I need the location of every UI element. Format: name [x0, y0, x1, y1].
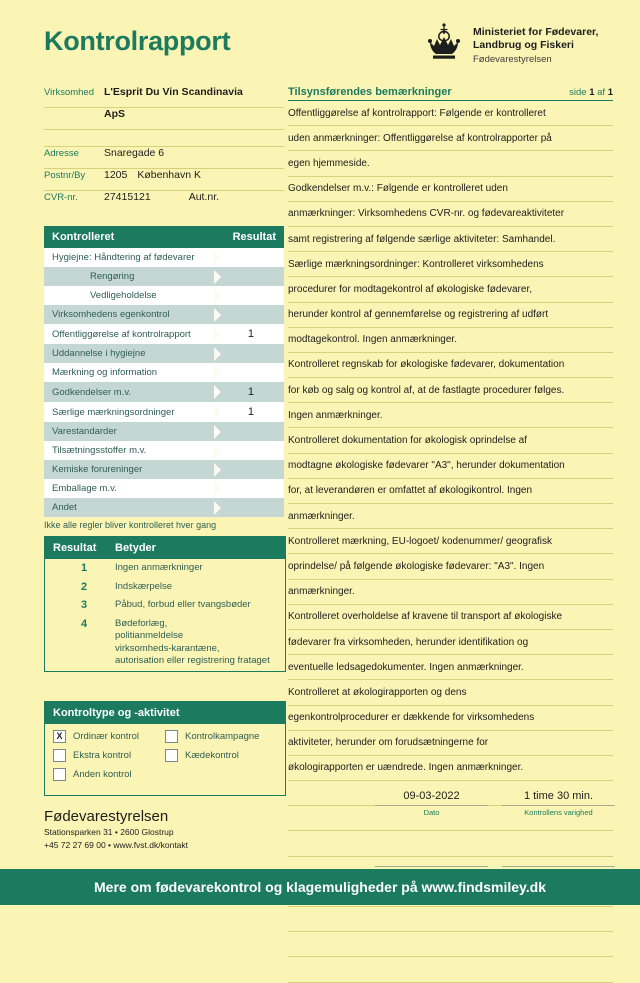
signature-area [375, 790, 615, 878]
row-label: Hygiejne: Håndtering af fødevarer [44, 248, 218, 267]
row-result [218, 286, 284, 305]
row-result: 1 [218, 402, 284, 422]
page-prefix: side [569, 87, 590, 98]
col-kontrolleret: Kontrolleret [44, 226, 218, 248]
remarks-title: Tilsynsførendes bemærkninger [288, 86, 452, 98]
duration-spacer [502, 817, 615, 851]
arrow-notch-icon [214, 289, 221, 303]
legend-header [45, 537, 285, 559]
duration-column [502, 790, 615, 878]
page-indicator [569, 87, 613, 98]
table-row [44, 248, 284, 267]
ministry-line-2: Landbrug og Fiskeri [473, 39, 574, 51]
row-result [218, 344, 284, 363]
table-row [44, 479, 284, 498]
remark-line: samt registrering af følgende særlige aktiviteter: Samhandel. [288, 227, 613, 252]
remarks-header [288, 86, 613, 101]
legend-code: 2 [80, 580, 88, 593]
date-value: 09-03-2022 [375, 790, 488, 806]
table-row [44, 286, 284, 305]
checkbox-ekstra-kontrol[interactable] [53, 749, 165, 762]
remark-line: modtagekontrol. Ingen anmærkninger. [288, 328, 613, 353]
adresse-label: Adresse [44, 148, 79, 159]
row-label: Kemiske forureninger [44, 460, 218, 479]
row-label: Mærkning og information [44, 363, 218, 382]
control-type-row-2 [53, 749, 277, 762]
arrow-notch-icon [214, 347, 221, 361]
cvr-label: CVR-nr. [44, 192, 78, 203]
signature-value[interactable] [502, 851, 615, 867]
legend-row [45, 559, 285, 578]
row-label: Andet [44, 498, 218, 517]
table-row [44, 498, 284, 517]
remark-line: eventuelle ledsagedokumenter. Ingen anmærkninger. [288, 655, 613, 680]
by-value: København K [137, 169, 201, 181]
arrow-notch-icon [214, 463, 221, 477]
legend-row [45, 596, 285, 615]
table-row [44, 441, 284, 460]
remark-line [288, 907, 613, 932]
left-column [44, 86, 284, 672]
field-virksomhed [44, 86, 284, 108]
row-label: Vedligeholdelse [44, 286, 218, 305]
arrow-notch-icon [214, 501, 221, 515]
table-row [44, 267, 284, 286]
table-row [44, 460, 284, 479]
table-row [44, 382, 284, 402]
field-cvr [44, 191, 284, 212]
legend-code: 3 [80, 599, 88, 611]
legend-body [45, 559, 285, 671]
legend-meaning: Påbud, forbud eller tvangsbøder [115, 599, 251, 610]
arrow-notch-icon [214, 308, 221, 322]
remark-line: egenkontrolprocedurer er dækkende for virksomhedens [288, 706, 613, 731]
control-type-body [45, 724, 285, 795]
virksomhed-value-2: ApS [104, 108, 125, 120]
remark-line: anmærkninger: Virksomhedens CVR-nr. og fødevareaktiviteter [288, 202, 613, 227]
remark-line: Kontrolleret at økologirapporten og dens [288, 680, 613, 705]
postnr-value: 1205 [104, 169, 128, 181]
row-result [218, 422, 284, 441]
agency-address-2: +45 72 27 69 00 • www.fvst.dk/kontakt [44, 840, 189, 850]
control-type-box [44, 701, 286, 796]
table-row [44, 344, 284, 363]
remark-line: for køb og salg og kontrol af, at de fastlagte procedurer følges. [288, 378, 613, 403]
checkbox-anden-kontrol[interactable] [53, 768, 173, 781]
ministry-line-1: Ministeriet for Fødevarer, [473, 26, 599, 38]
legend-code: 1 [80, 562, 88, 574]
row-result [218, 267, 284, 286]
ministry-logo-block [424, 22, 598, 66]
legend-col-meaning: Betyder [115, 542, 156, 554]
checkbox-box-kampagne[interactable] [165, 730, 178, 743]
row-label: Uddannelse i hygiejne [44, 344, 218, 363]
arrow-notch-icon [214, 482, 221, 496]
result-table-body [44, 248, 284, 517]
field-adresse [44, 147, 284, 169]
arrow-notch-icon [214, 444, 221, 458]
row-result [218, 363, 284, 382]
checkbox-box-anden[interactable] [53, 768, 66, 781]
checkbox-box-kaede[interactable] [165, 749, 178, 762]
legend-row [45, 578, 285, 597]
remark-line: Godkendelser m.v.: Følgende er kontrolleret uden [288, 177, 613, 202]
page-title: Kontrolrapport [44, 26, 231, 56]
remark-line: egen hjemmeside. [288, 151, 613, 176]
remark-line [288, 932, 613, 957]
col-resultat: Resultat [218, 226, 284, 248]
remark-line: Offentliggørelse af kontrolrapport: Følgende er kontrolleret [288, 101, 613, 126]
field-virksomhed-cont [44, 108, 284, 130]
row-label: Offentliggørelse af kontrolrapport [44, 324, 218, 344]
arrow-notch-icon [214, 366, 221, 380]
row-result: 1 [218, 324, 284, 344]
arrow-notch-icon [214, 385, 221, 399]
remark-line: fødevarer fra virksomheden, herunder identifikation og [288, 630, 613, 655]
row-label: Godkendelser m.v. [44, 382, 218, 402]
table-row [44, 402, 284, 422]
checkbox-ordinaer-kontrol[interactable] [53, 730, 165, 743]
legend-meaning: Indskærpelse [115, 580, 173, 592]
row-label: Rengøring [44, 267, 218, 286]
arrow-notch-icon [214, 270, 221, 284]
remark-line: Ingen anmærkninger. [288, 403, 613, 428]
remark-line: aktiviteter, herunder om forudsætningerne for [288, 731, 613, 756]
legend-code: 4 [80, 617, 88, 630]
row-result [218, 498, 284, 517]
duration-value: 1 time 30 min. [502, 790, 615, 806]
table-footnote: Ikke alle regler bliver kontrolleret hver gang [44, 520, 217, 530]
duration-label: Kontrollens varighed [524, 808, 593, 817]
page-mid: af [594, 87, 608, 98]
aut-label: Aut.nr. [188, 191, 220, 203]
date-spacer [375, 817, 488, 851]
virksomhed-value: L'Esprit Du Vin Scandinavia [104, 86, 243, 98]
field-postnr-by [44, 169, 284, 191]
table-header-row [44, 226, 284, 248]
remark-line: modtagne økologiske fødevarer "A3", herunder dokumentation [288, 454, 613, 479]
row-label: Særlige mærkningsordninger [44, 402, 218, 422]
page-total: 1 [607, 87, 613, 98]
control-type-title: Kontroltype og -aktivitet [45, 702, 285, 724]
remark-line: oprindelse/ på følgende økologiske fødevarer: "A3". Ingen [288, 554, 613, 579]
remark-line [288, 957, 613, 982]
remark-line: Kontrolleret regnskab for økologiske fødevarer, dokumentation [288, 353, 613, 378]
legend-row [45, 615, 285, 671]
arrow-notch-icon [214, 425, 221, 439]
checkbox-label-anden: Anden kontrol [73, 769, 132, 780]
royal-crown-icon [424, 22, 464, 64]
agency-name: Fødevarestyrelsen [44, 808, 169, 825]
table-row [44, 422, 284, 441]
checkbox-kaedekontrol[interactable] [165, 749, 277, 762]
arrow-notch-icon [214, 327, 221, 341]
checkbox-label-kampagne: Kontrolkampagne [185, 731, 260, 742]
checkbox-kontrolkampagne[interactable] [165, 730, 277, 743]
remark-line: anmærkninger. [288, 504, 613, 529]
legend-meaning: Bødeforlæg, politianmeldelse virksomheds-karantæne, autorisation eller registrering frataget [115, 617, 270, 666]
row-label: Varestandarder [44, 422, 218, 441]
legend-col-result: Resultat [53, 542, 97, 554]
agency-address-1: Stationsparken 31 • 2600 Glostrup [44, 827, 174, 837]
virksomhed-label: Virksomhed [44, 87, 94, 98]
arrow-notch-icon [214, 405, 221, 419]
row-result: 1 [218, 382, 284, 402]
remark-line: herunder kontrol af gennemførelse og registrering af udført [288, 303, 613, 328]
date-label: Dato [423, 808, 440, 817]
legend-meaning: Ingen anmærkninger [115, 562, 203, 573]
row-label: Emballage m.v. [44, 479, 218, 498]
remark-line: for, at leverandøren er omfattet af økologikontrol. Ingen [288, 479, 613, 504]
remark-line: Kontrolleret mærkning, EU-logoet/ kodenummer/ geografisk [288, 529, 613, 554]
cvr-value: 27415121 [104, 191, 151, 203]
delivered-value[interactable] [375, 851, 488, 867]
agency-footer [44, 808, 188, 851]
arrow-notch-icon [214, 251, 221, 265]
row-label: Tilsætningsstoffer m.v. [44, 441, 218, 460]
remark-line: økologirapporten er uændrede. Ingen anmærkninger. [288, 756, 613, 781]
field-spacer [44, 130, 284, 147]
checkbox-label-ekstra: Ekstra kontrol [73, 750, 132, 761]
table-row [44, 363, 284, 382]
bottom-banner[interactable]: Mere om fødevarekontrol og klagemuligheder på www.findsmiley.dk [0, 869, 640, 905]
page-current: 1 [589, 87, 595, 98]
row-result [218, 460, 284, 479]
remark-line: Kontrolleret overholdelse af kravene til transport af økologiske [288, 605, 613, 630]
remark-line: procedurer for modtagekontrol af økologiske fødevarer, [288, 277, 613, 302]
remark-line: Kontrolleret dokumentation for økologisk oprindelse af [288, 428, 613, 453]
ministry-line-3: Fødevarestyrelsen [473, 54, 552, 65]
row-result [218, 441, 284, 460]
checkbox-box-ordinaer[interactable]: X [53, 730, 66, 743]
remark-line: uden anmærkninger: Offentliggørelse af kontrolrapporter på [288, 126, 613, 151]
row-result [218, 479, 284, 498]
result-legend [44, 536, 286, 672]
control-result-table [44, 226, 284, 517]
remark-line: anmærkninger. [288, 580, 613, 605]
control-type-row-3 [53, 768, 277, 781]
row-result [218, 305, 284, 324]
adresse-value: Snaregade 6 [104, 147, 165, 159]
checkbox-box-ekstra[interactable] [53, 749, 66, 762]
checkbox-label-kaede: Kædekontrol [185, 750, 239, 761]
remark-line: Særlige mærkningsordninger: Kontrolleret virksomhedens [288, 252, 613, 277]
control-type-row-1 [53, 730, 277, 743]
row-result [218, 248, 284, 267]
checkbox-label-ordinaer: Ordinær kontrol [73, 731, 139, 742]
row-label: Virksomhedens egenkontrol [44, 305, 218, 324]
postnr-label: Postnr/By [44, 170, 86, 181]
table-row [44, 305, 284, 324]
table-row [44, 324, 284, 344]
date-column [375, 790, 488, 878]
